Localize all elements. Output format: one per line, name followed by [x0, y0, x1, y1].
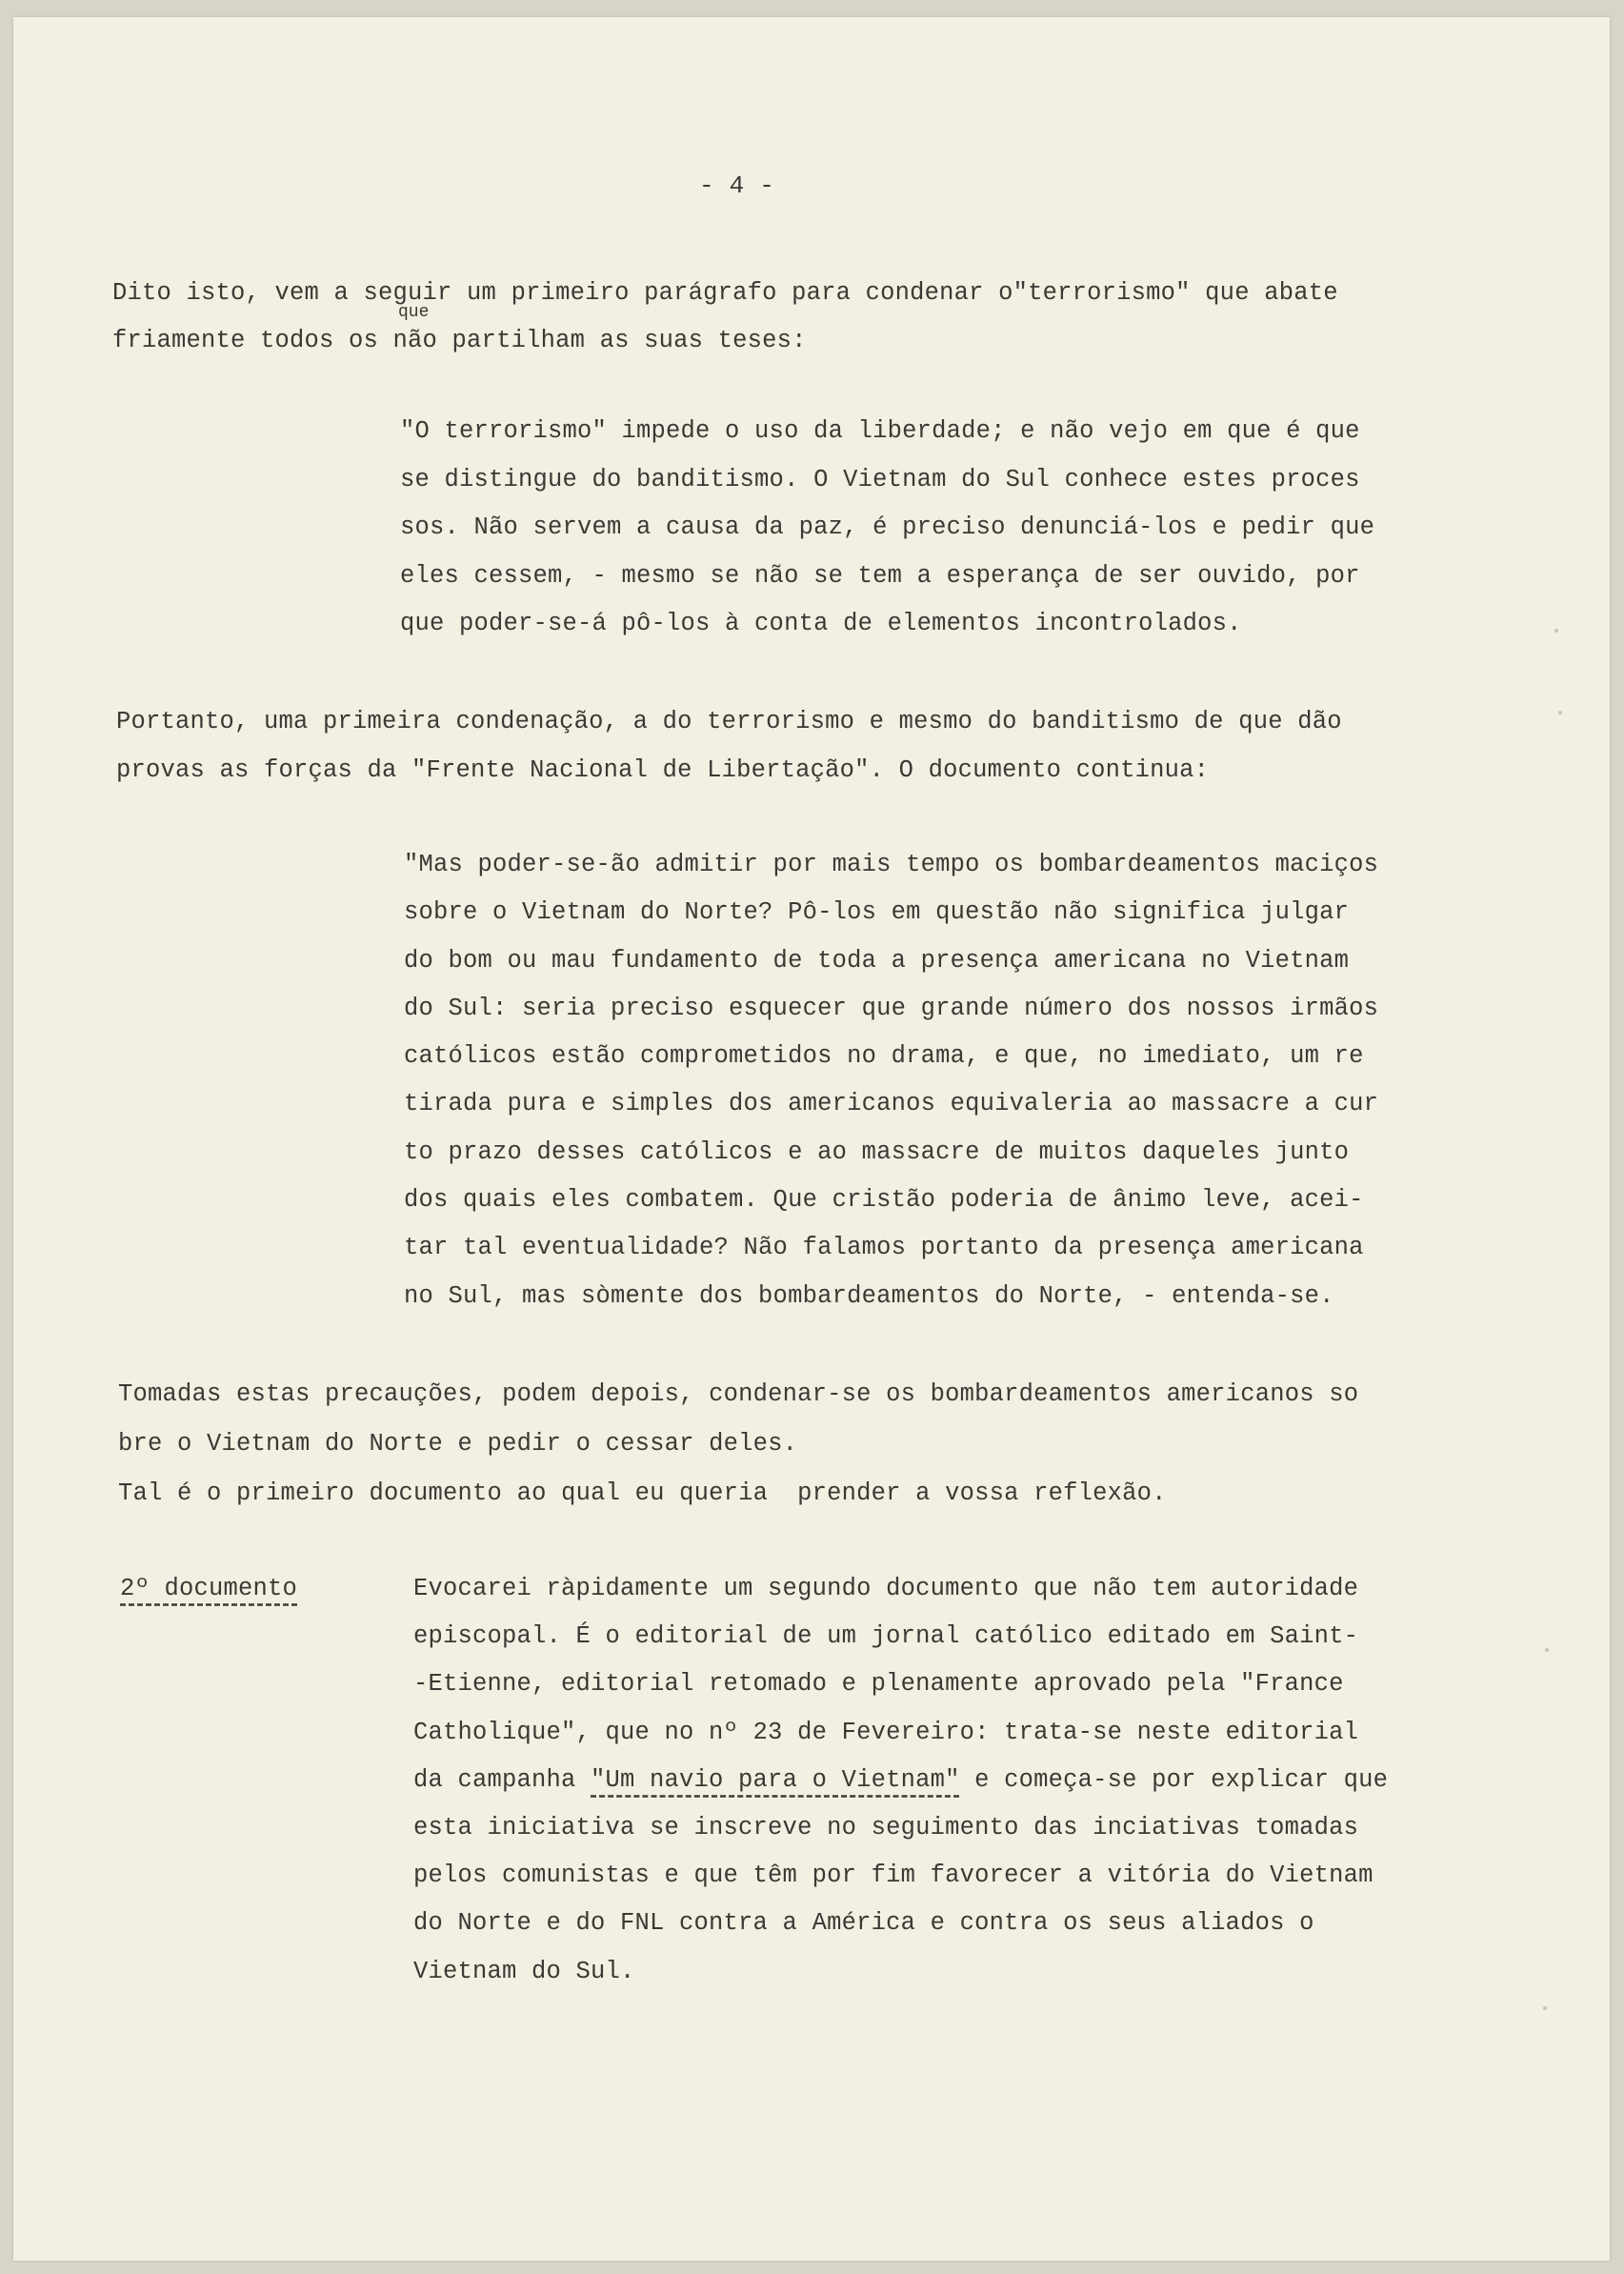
quote-2-line: to prazo desses católicos e ao massacre de muitos daqueles junto: [404, 1137, 1350, 1166]
quote-2-line: tar tal eventualidade? Não falamos portanto da presença americana: [404, 1234, 1364, 1262]
page-number: - 4 -: [699, 171, 775, 200]
section-2-heading: 2º documento: [120, 1575, 298, 1602]
section-2-line: Vietnam do Sul.: [413, 1957, 635, 1985]
paragraph-2-line: Portanto, uma primeira condenação, a do terrorismo e mesmo do banditismo de que dão: [116, 708, 1342, 735]
quote-2-line: no Sul, mas sòmente dos bombardeamentos do Norte, - entenda-se.: [404, 1281, 1334, 1310]
section-2-line: -Etienne, editorial retomado e plenamente aprovado pela "France: [413, 1670, 1344, 1699]
section-2-line: episcopal. É o editorial de um jornal católico editado em Saint-: [413, 1622, 1359, 1651]
campaign-title: "Um navio para o Vietnam": [591, 1765, 960, 1794]
paragraph-2-line: provas as forças da "Frente Nacional de Libertação". O documento continua:: [116, 755, 1210, 784]
paragraph-3: [118, 1370, 1358, 1519]
interlinear-insertion: que: [398, 303, 430, 322]
document-page: [13, 17, 1610, 2261]
paper-fleck: [1545, 1648, 1549, 1652]
paragraph-3-line: Tomadas estas precauções, podem depois, condenar-se os bombardeamentos americanos so: [118, 1380, 1359, 1408]
campaign-text-before: da campanha: [413, 1765, 591, 1794]
quote-2-line: sobre o Vietnam do Norte? Pô-los em questão não significa julgar: [404, 898, 1350, 927]
quote-2-line: tirada pura e simples dos americanos equivaleria ao massacre a cur: [404, 1090, 1379, 1118]
quote-2-line: dos quais eles combatem. Que cristão poderia de ânimo leve, acei-: [404, 1186, 1364, 1215]
quote-1: [400, 408, 1374, 649]
quote-1-line: sos. Não servem a causa da paz, é preciso denunciá-los e pedir que: [400, 513, 1375, 541]
paper-fleck: [1554, 629, 1558, 633]
section-2-line: esta iniciativa se inscreve no seguimento das inciativas tomadas: [413, 1814, 1359, 1842]
quote-2: [404, 841, 1378, 1320]
quote-2-line: católicos estão comprometidos no drama, e que, no imediato, um re: [404, 1042, 1364, 1071]
quote-1-line: eles cessem, - mesmo se não se tem a esperança de ser ouvido, por: [400, 561, 1360, 590]
paragraph-1-line-1: Dito isto, vem a seguir um primeiro parágrafo para condenar o"terrorismo" que abate: [112, 279, 1338, 307]
campaign-text-after: e começa-se por explicar que: [959, 1765, 1389, 1794]
quote-1-line: que poder-se-á pô-los à conta de elementos incontrolados.: [400, 610, 1242, 637]
section-2-body: [413, 1565, 1388, 1996]
quote-1-line: "O terrorismo" impede o uso da liberdade; e não vejo em que é que: [400, 417, 1360, 445]
section-2-line-campaign: [413, 1757, 1388, 1804]
section-2-line: Catholique", que no nº 23 de Fevereiro: trata-se neste editorial: [413, 1718, 1359, 1746]
paragraph-3-line: Tal é o primeiro documento ao qual eu queria prender a vossa reflexão.: [118, 1479, 1167, 1507]
section-2-line: Evocarei ràpidamente um segundo documento que não tem autoridade: [413, 1575, 1359, 1602]
paper-fleck: [1558, 711, 1562, 714]
paragraph-3-line: bre o Vietnam do Norte e pedir o cessar deles.: [118, 1430, 798, 1458]
quote-2-line: do bom ou mau fundamento de toda a presença americana no Vietnam: [404, 946, 1350, 975]
paragraph-1-line-2: friamente todos os não partilham as suas teses:: [112, 327, 807, 354]
paragraph-2: [116, 698, 1342, 795]
section-2-line: do Norte e do FNL contra a América e contra os seus aliados o: [413, 1909, 1314, 1938]
quote-2-line: do Sul: seria preciso esquecer que grande número dos nossos irmãos: [404, 994, 1379, 1022]
quote-1-line: se distingue do banditismo. O Vietnam do Sul conhece estes proces: [400, 465, 1360, 493]
quote-2-line: "Mas poder-se-ão admitir por mais tempo os bombardeamentos maciços: [404, 851, 1379, 878]
section-2-line: pelos comunistas e que têm por fim favorecer a vitória do Vietnam: [413, 1861, 1373, 1890]
paper-fleck: [1543, 2006, 1547, 2010]
